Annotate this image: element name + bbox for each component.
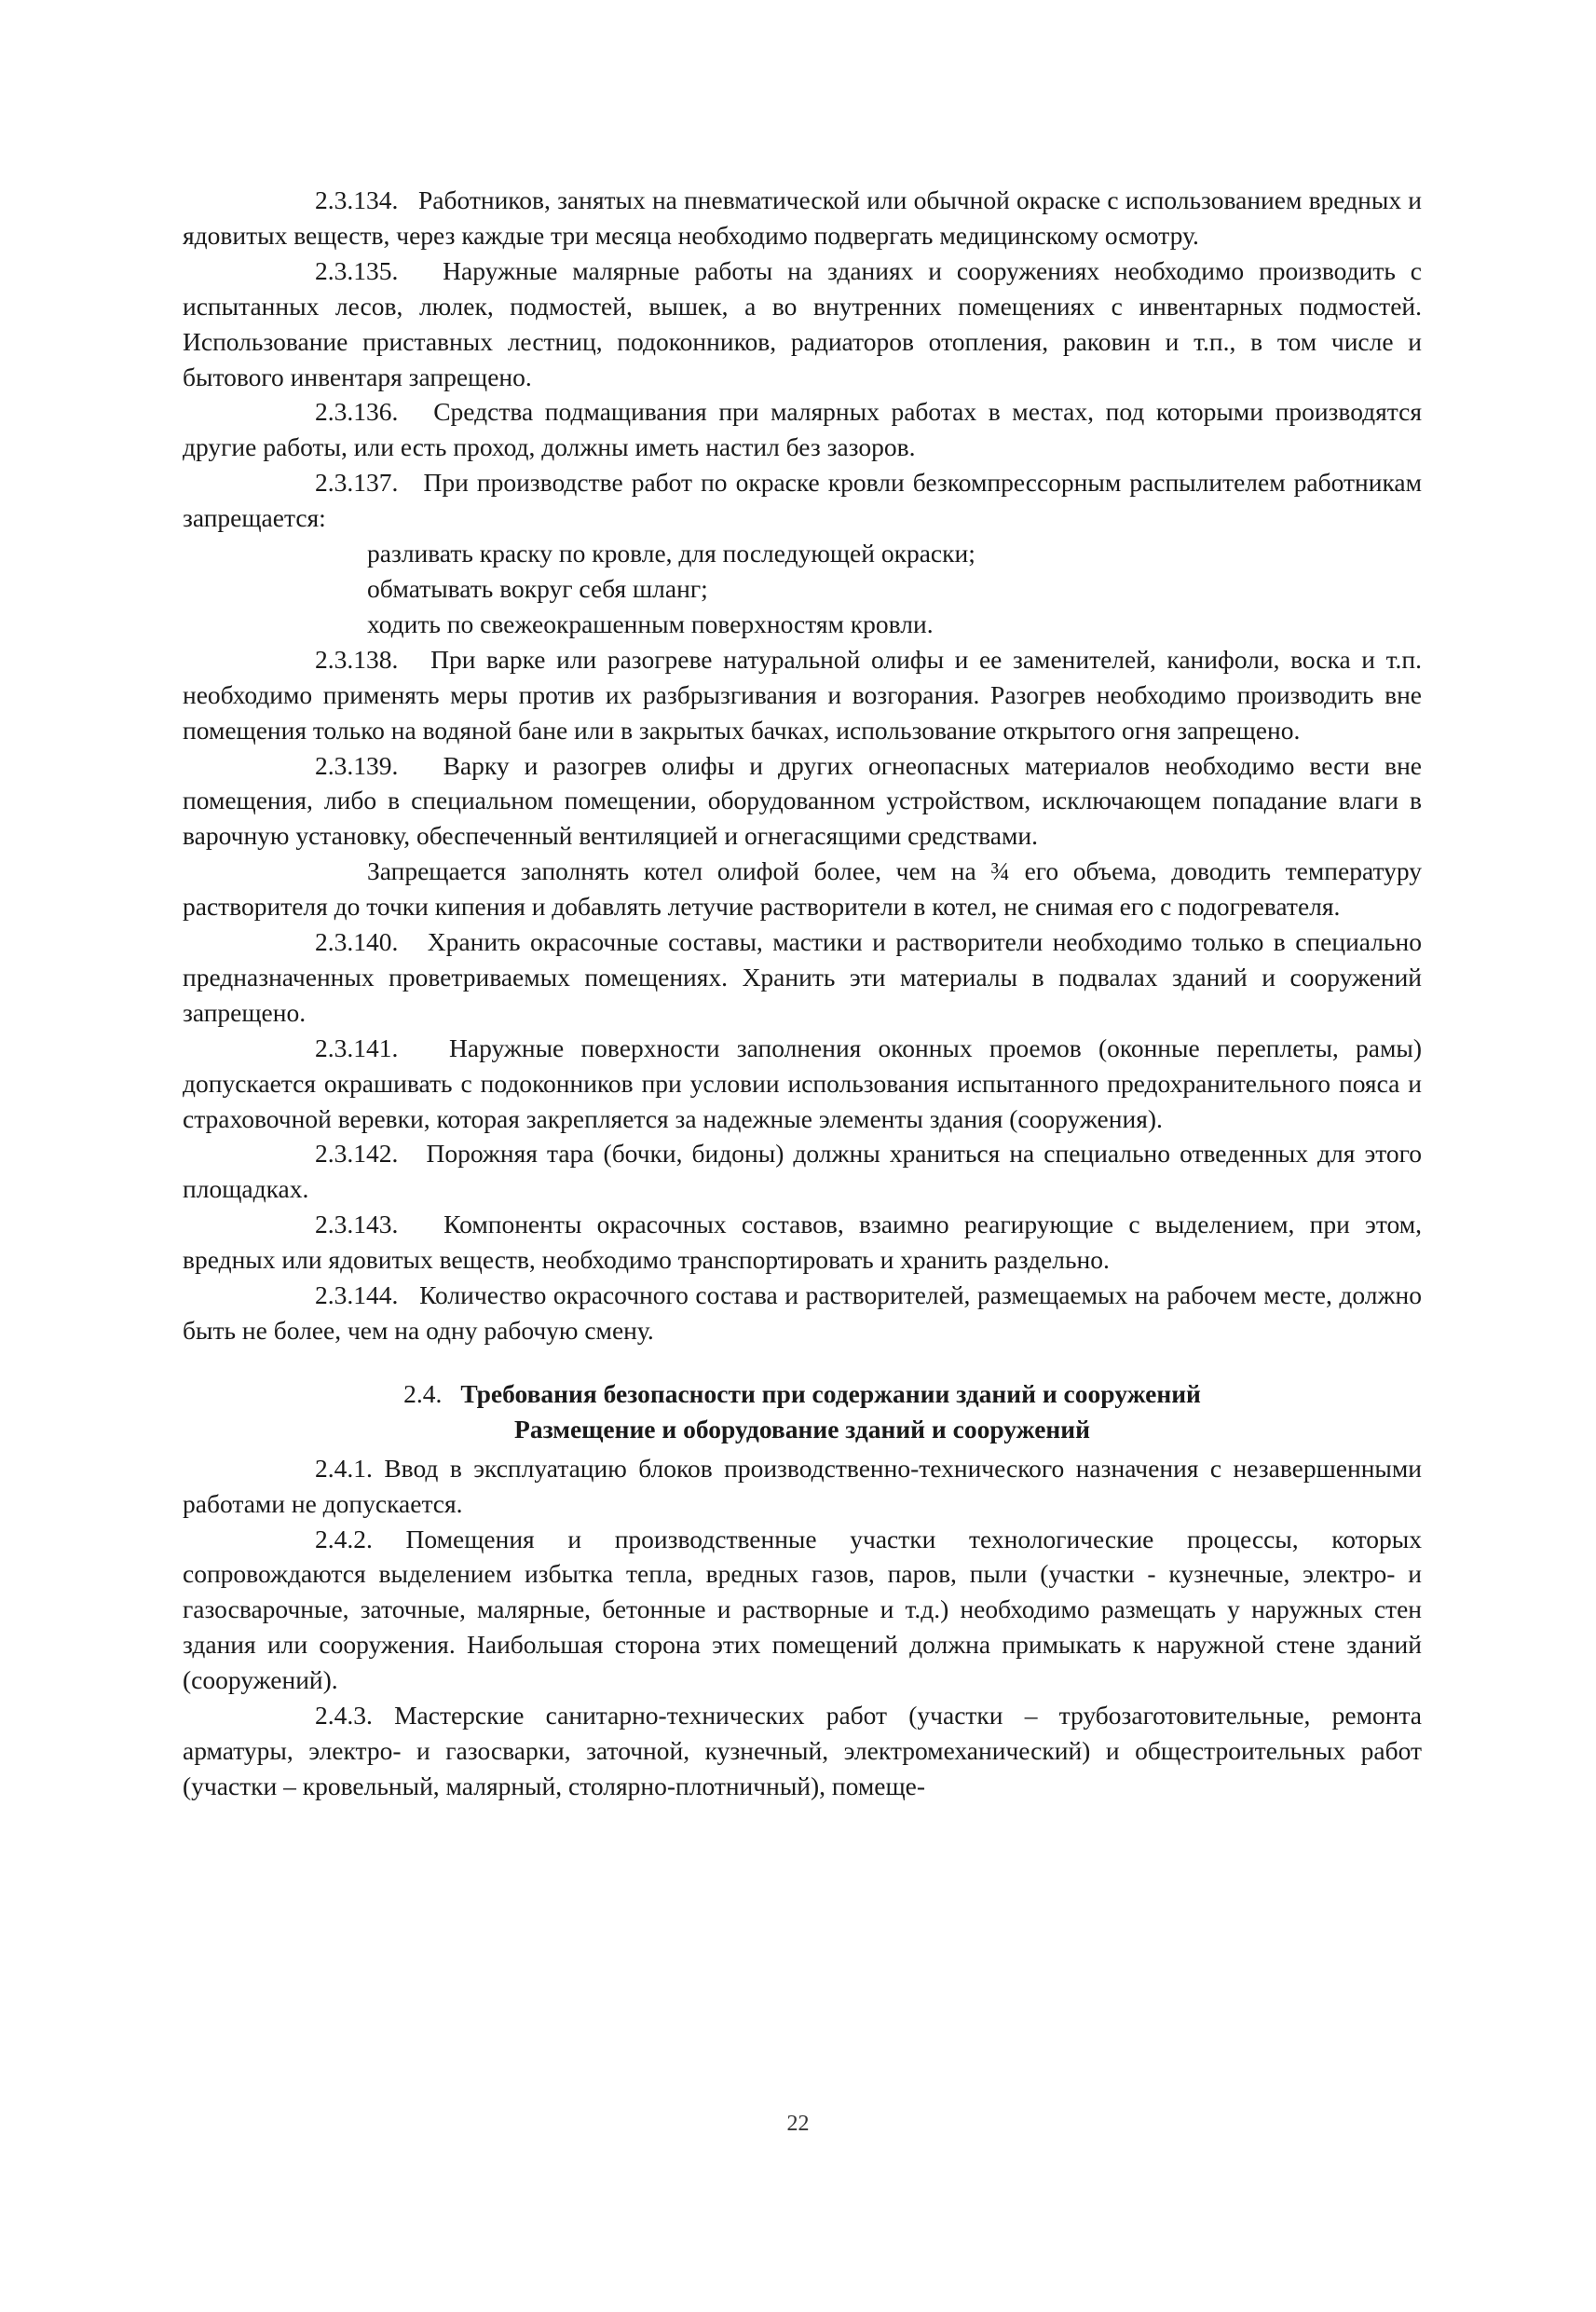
paragraph-2-3-143 — [183, 1207, 1422, 1278]
clause-number: 2.3.144. — [315, 1280, 399, 1310]
clause-text: Хранить окрасочные составы, мастики и растворители необходимо только в специально предназначенных проветриваемых помещениях. Хранить эти материалы в подвалах зданий и сооружений запрещено. — [183, 927, 1422, 1027]
prohibition-list — [183, 536, 1422, 642]
paragraph-2-3-141 — [183, 1031, 1422, 1137]
clause-text: Ввод в эксплуатацию блоков производственно-технического назначения с незавершенными работами не допускается. — [183, 1453, 1423, 1518]
paragraph-2-3-144 — [183, 1278, 1422, 1348]
paragraph-group-a — [183, 183, 1422, 536]
clause-text: При производстве работ по окраске кровли безкомпрессорным распылителем работникам запрещается: — [183, 468, 1423, 533]
section-title-line — [183, 1376, 1422, 1412]
clause-text: Порожняя тара (бочки, бидоны) должны храниться на специально отведенных для этого площадках. — [183, 1139, 1422, 1204]
clause-text: Работников, занятых на пневматической или обычной окраске с использованием вредных и ядовитых веществ, через каждые три месяца необходимо подвергать медицинскому осмотру. — [183, 185, 1422, 250]
paragraph-2-3-136 — [183, 394, 1422, 465]
clause-text: Количество окрасочного состава и растворителей, размещаемых на рабочем месте, должно быть не более, чем на одну рабочую смену. — [183, 1280, 1423, 1345]
paragraph-2-4-1 — [183, 1451, 1422, 1522]
list-item: обматывать вокруг себя шланг; — [367, 573, 708, 603]
clause-number: 2.3.134. — [315, 185, 399, 214]
clause-number: 2.3.140. — [315, 927, 399, 957]
paragraph-group-c — [183, 924, 1422, 1348]
clause-text: Наружные малярные работы на зданиях и сооружениях необходимо производить с испытанных лесов, люлек, подмостей, вышек, а во внутренних помещениях с инвентарных подмостей. Использование приставных лестниц, подоконников, радиаторов отопления, раковин и т.п., в том числе и бытового инвентаря запрещено. — [183, 255, 1423, 391]
clause-number: 2.3.135. — [315, 255, 399, 285]
document-page — [183, 183, 1422, 2270]
clause-number: 2.3.139. — [315, 750, 399, 780]
clause-number: 2.4.1. — [315, 1453, 373, 1483]
clause-number: 2.3.137. — [315, 468, 399, 498]
clause-text: Мастерские санитарно-технических работ (участки – трубозаготовительные, ремонта арматуры, электро- и газосварки, заточной, кузнечный, электромеханический) и общестроительных работ (участки – кровельный, малярный, столярно-плотничный), помеще- — [183, 1701, 1423, 1800]
section-heading — [183, 1376, 1422, 1447]
paragraph-2-3-135 — [183, 253, 1422, 395]
paragraph-group-b — [183, 642, 1422, 854]
section-title: Требования безопасности при содержании зданий и сооружений — [460, 1378, 1201, 1408]
paragraph-2-4-2 — [183, 1522, 1422, 1699]
clause-text: Компоненты окрасочных составов, взаимно реагирующие с выделением, при этом, вредных или ядовитых веществ, необходимо транспортировать и хранить раздельно. — [183, 1210, 1422, 1275]
paragraph-2-3-134 — [183, 183, 1422, 253]
clause-number: 2.3.142. — [315, 1139, 399, 1169]
clause-number: 2.4.2. — [315, 1524, 373, 1553]
clause-text: Варку и разогрев олифы и других огнеопасных материалов необходимо вести вне помещения, либо в специальном помещении, оборудованном устройством, исключающем попадание влаги в варочную установку, обеспеченный вентиляцией и огнегасящими средствами. — [183, 750, 1423, 851]
paragraph-2-4-3 — [183, 1698, 1422, 1804]
section-subtitle: Размещение и оборудование зданий и сооружений — [514, 1414, 1090, 1443]
clause-text: Наружные поверхности заполнения оконных проемов (оконные переплеты, рамы) допускается окрашивать с подоконников при условии использования испытанного предохранительного пояса и страховочной веревки, которая закрепляется за надежные элементы здания (сооружения). — [183, 1033, 1423, 1133]
paragraph-2-3-142 — [183, 1136, 1422, 1207]
paragraph-2-3-138 — [183, 642, 1422, 748]
page-number: 22 — [786, 2112, 810, 2136]
clause-number: 2.3.136. — [315, 397, 399, 427]
clause-text: При варке или разогреве натуральной олифы и ее заменителей, канифоли, воска и т.п. необходимо применять меры против их разбрызгивания и возгорания. Разогрев необходимо производить вне помещения только на водяной бане или в закрытых бачках, использование открытого огня запрещено. — [183, 644, 1422, 745]
section-number: 2.4. — [403, 1378, 443, 1408]
paragraph-2-3-137 — [183, 465, 1422, 536]
clause-number: 2.3.143. — [315, 1210, 399, 1239]
paragraph-2-3-139 — [183, 748, 1422, 855]
clause-number: 2.4.3. — [315, 1701, 373, 1731]
list-item: разливать краску по кровле, для последующей окраски; — [367, 539, 975, 568]
paragraph-group-d — [183, 1451, 1422, 1804]
list-item: ходить по свежеокрашенным поверхностям кровли. — [367, 609, 934, 638]
clause-number: 2.3.141. — [315, 1033, 399, 1062]
clause-text: Помещения и производственные участки технологические процессы, которых сопровождаются выделением избытка тепла, вредных газов, паров, пыли (участки - кузнечные, электро- и газосварочные, заточные, малярные, бетонные и растворные и т.д.) необходимо размещать у наружных стен здания или сооружения. Наибольшая сторона этих помещений должна примыкать к наружной стене зданий (сооружений). — [183, 1524, 1423, 1695]
clause-text: Средства подмащивания при малярных работах в местах, под которыми производятся другие работы, или есть проход, должны иметь настил без зазоров. — [183, 397, 1422, 462]
paragraph-forbid-boiler: Запрещается заполнять котел олифой более, чем на ¾ его объема, доводить температуру растворителя до точки кипения и добавлять летучие растворители в котел, не снимая его с подогревателя. — [183, 856, 1422, 922]
clause-number: 2.3.138. — [315, 644, 399, 674]
paragraph-2-3-140 — [183, 924, 1422, 1031]
